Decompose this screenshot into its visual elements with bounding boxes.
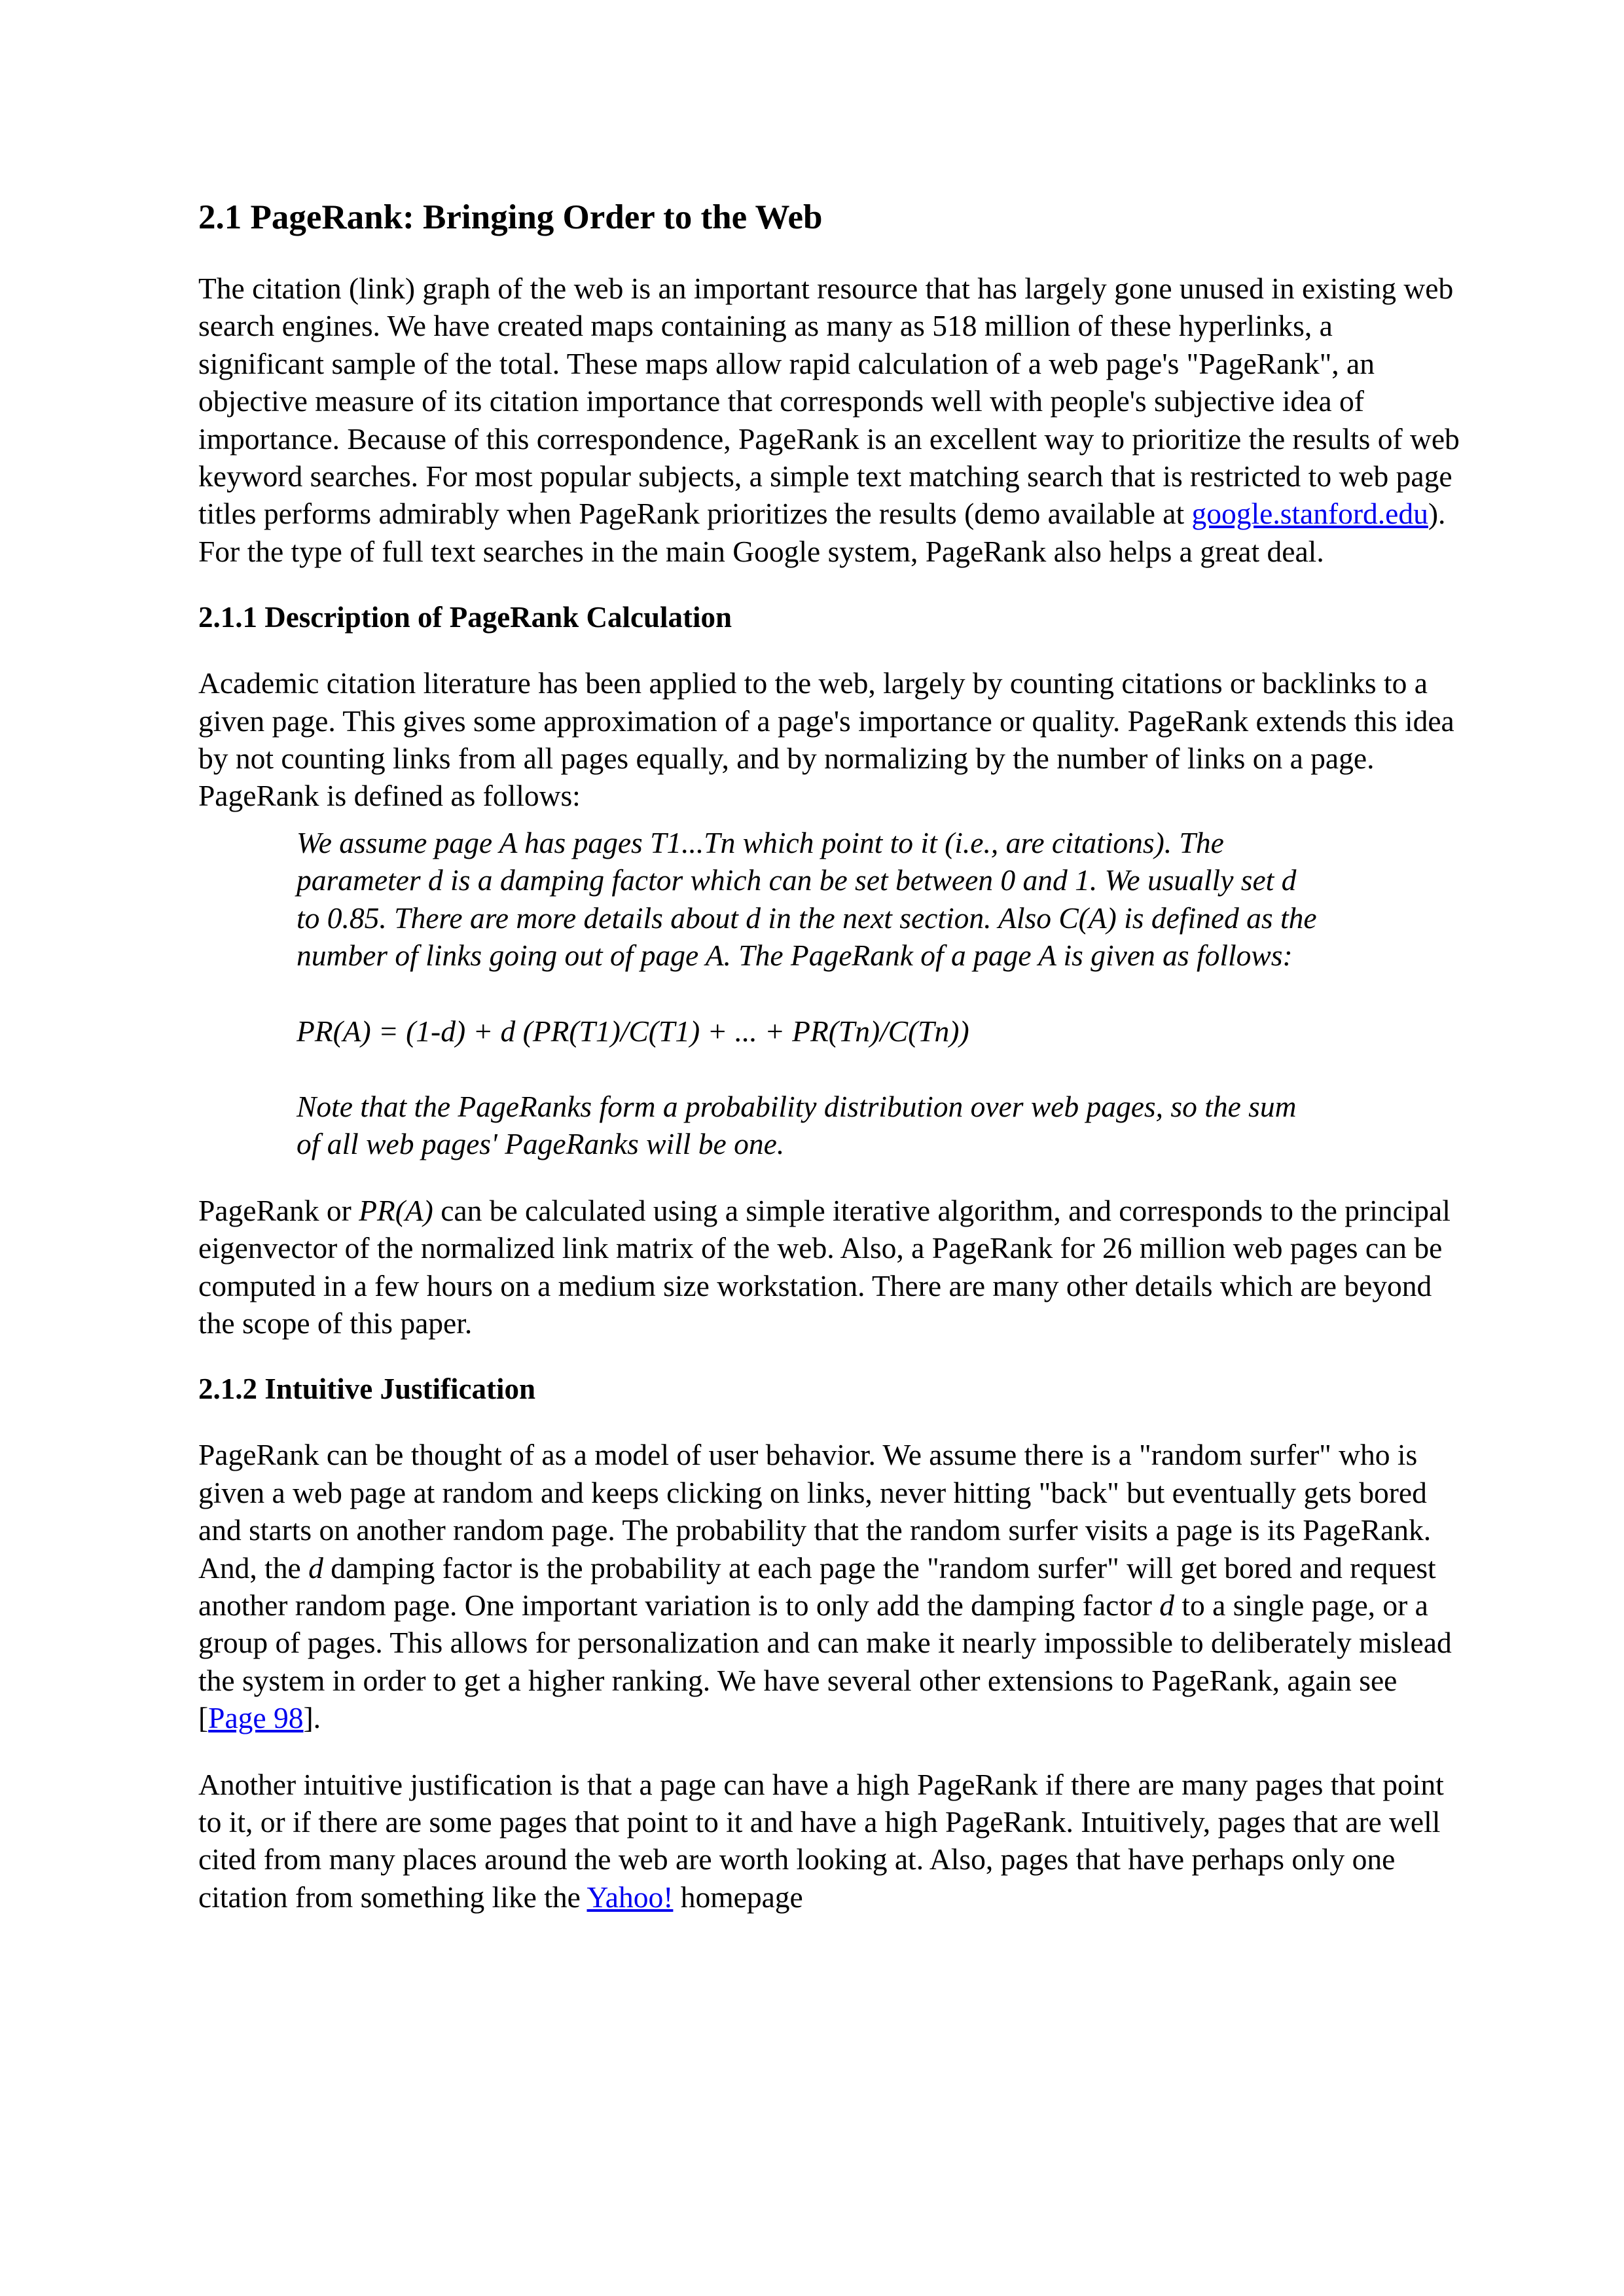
- pagerank-formula: PR(A) = (1-d) + d (PR(T1)/C(T1) + ... + PR(Tn)/C(Tn)): [297, 1014, 969, 1048]
- subsection-heading-calculation: 2.1.1 Description of PageRank Calculation: [198, 601, 732, 634]
- justification-paragraph: [198, 1766, 1462, 1916]
- yahoo-link[interactable]: Yahoo!: [586, 1880, 674, 1914]
- surfer-text-2: damping factor is the probability at each page the "random surfer" will get bored and request another random page. One important variation is to only add the damping factor: [198, 1551, 1436, 1622]
- surfer-text-4: ].: [303, 1701, 321, 1735]
- pr-a-term: PR(A): [359, 1193, 433, 1227]
- d-term-2: d: [1159, 1588, 1174, 1622]
- calculation-paragraph: Academic citation literature has been applied to the web, largely by counting citations or backlinks to a given page. This gives some approximation of a page's importance or quality. PageRank extends this idea by not counting links from all pages equally, and by normalizing by the number of links on a page. PageRank is defined as follows:: [198, 666, 1454, 813]
- distribution-note: Note that the PageRanks form a probability distribution over web pages, so the sum of all web pages' PageRanks will be one.: [297, 1089, 1297, 1161]
- surfer-text-1: PageRank can be thought of as a model of user behavior. We assume there is a "random surfer" who is given a web page at random and keeps clicking on links, never hitting "back" but eventually gets bored and starts on another random page. The probability that the random surfer visits a page is its PageRank. And, the: [198, 1438, 1432, 1585]
- surfer-text-3: to a single page, or a group of pages. This allows for personalization and can make it nearly impossible to deliberately mislead the system in order to get a higher ranking. We have several other extensions to PageRank, again see [: [198, 1588, 1452, 1735]
- intro-text-2: ). For the type of full text searches in the main Google system, PageRank also helps a great deal.: [198, 497, 1446, 568]
- iterative-algorithm-paragraph: [198, 1192, 1462, 1342]
- document-page: [198, 196, 1462, 1945]
- definition-quote: [297, 824, 1318, 1163]
- intro-text-1: The citation (link) graph of the web is an important resource that has largely gone unused in existing web search engines. We have created maps containing as many as 518 million of these hyperlinks, a significant sample of the total. These maps allow rapid calculation of a web page's "PageRank", an objective measure of its citation importance that corresponds well with people's subjective idea of importance. Because of this correspondence, PageRank is an excellent way to prioritize the results of web keyword searches. For most popular subjects, a simple text matching search that is restricted to web page titles performs admirably when PageRank prioritizes the results (demo available at: [198, 272, 1460, 531]
- after-text-1: PageRank or: [198, 1193, 359, 1227]
- definition-text: We assume page A has pages T1...Tn which point to it (i.e., are citations). The parameter d is a damping factor which can be set between 0 and 1. We usually set d to 0.85. There are more details about d in the next section. Also C(A) is defined as the number of links going out of page A. The PageRank of a page A is given as follows:: [297, 825, 1317, 973]
- d-term-1: d: [308, 1551, 323, 1585]
- section-heading: 2.1 PageRank: Bringing Order to the Web: [198, 198, 823, 236]
- google-stanford-link[interactable]: google.stanford.edu: [1191, 497, 1428, 531]
- after-text-2: can be calculated using a simple iterative algorithm, and corresponds to the principal eigenvector of the normalized link matrix of the web. Also, a PageRank for 26 million web pages can be computed in a few hours on a medium size workstation. There are many other details which are beyond the scope of this paper.: [198, 1193, 1451, 1340]
- intro-paragraph: [198, 270, 1462, 570]
- justification-text-1: Another intuitive justification is that a page can have a high PageRank if there are many pages that point to it, or if there are some pages that point to it and have a high PageRank. Intuitively, pages that are well cited from many places around the web are worth looking at. Also, pages that have perhaps only one citation from something like the: [198, 1767, 1444, 1914]
- random-surfer-paragraph: [198, 1436, 1462, 1736]
- page-98-link[interactable]: Page 98: [208, 1701, 304, 1735]
- justification-text-2: homepage: [673, 1880, 803, 1914]
- subsection-heading-justification: 2.1.2 Intuitive Justification: [198, 1372, 536, 1406]
